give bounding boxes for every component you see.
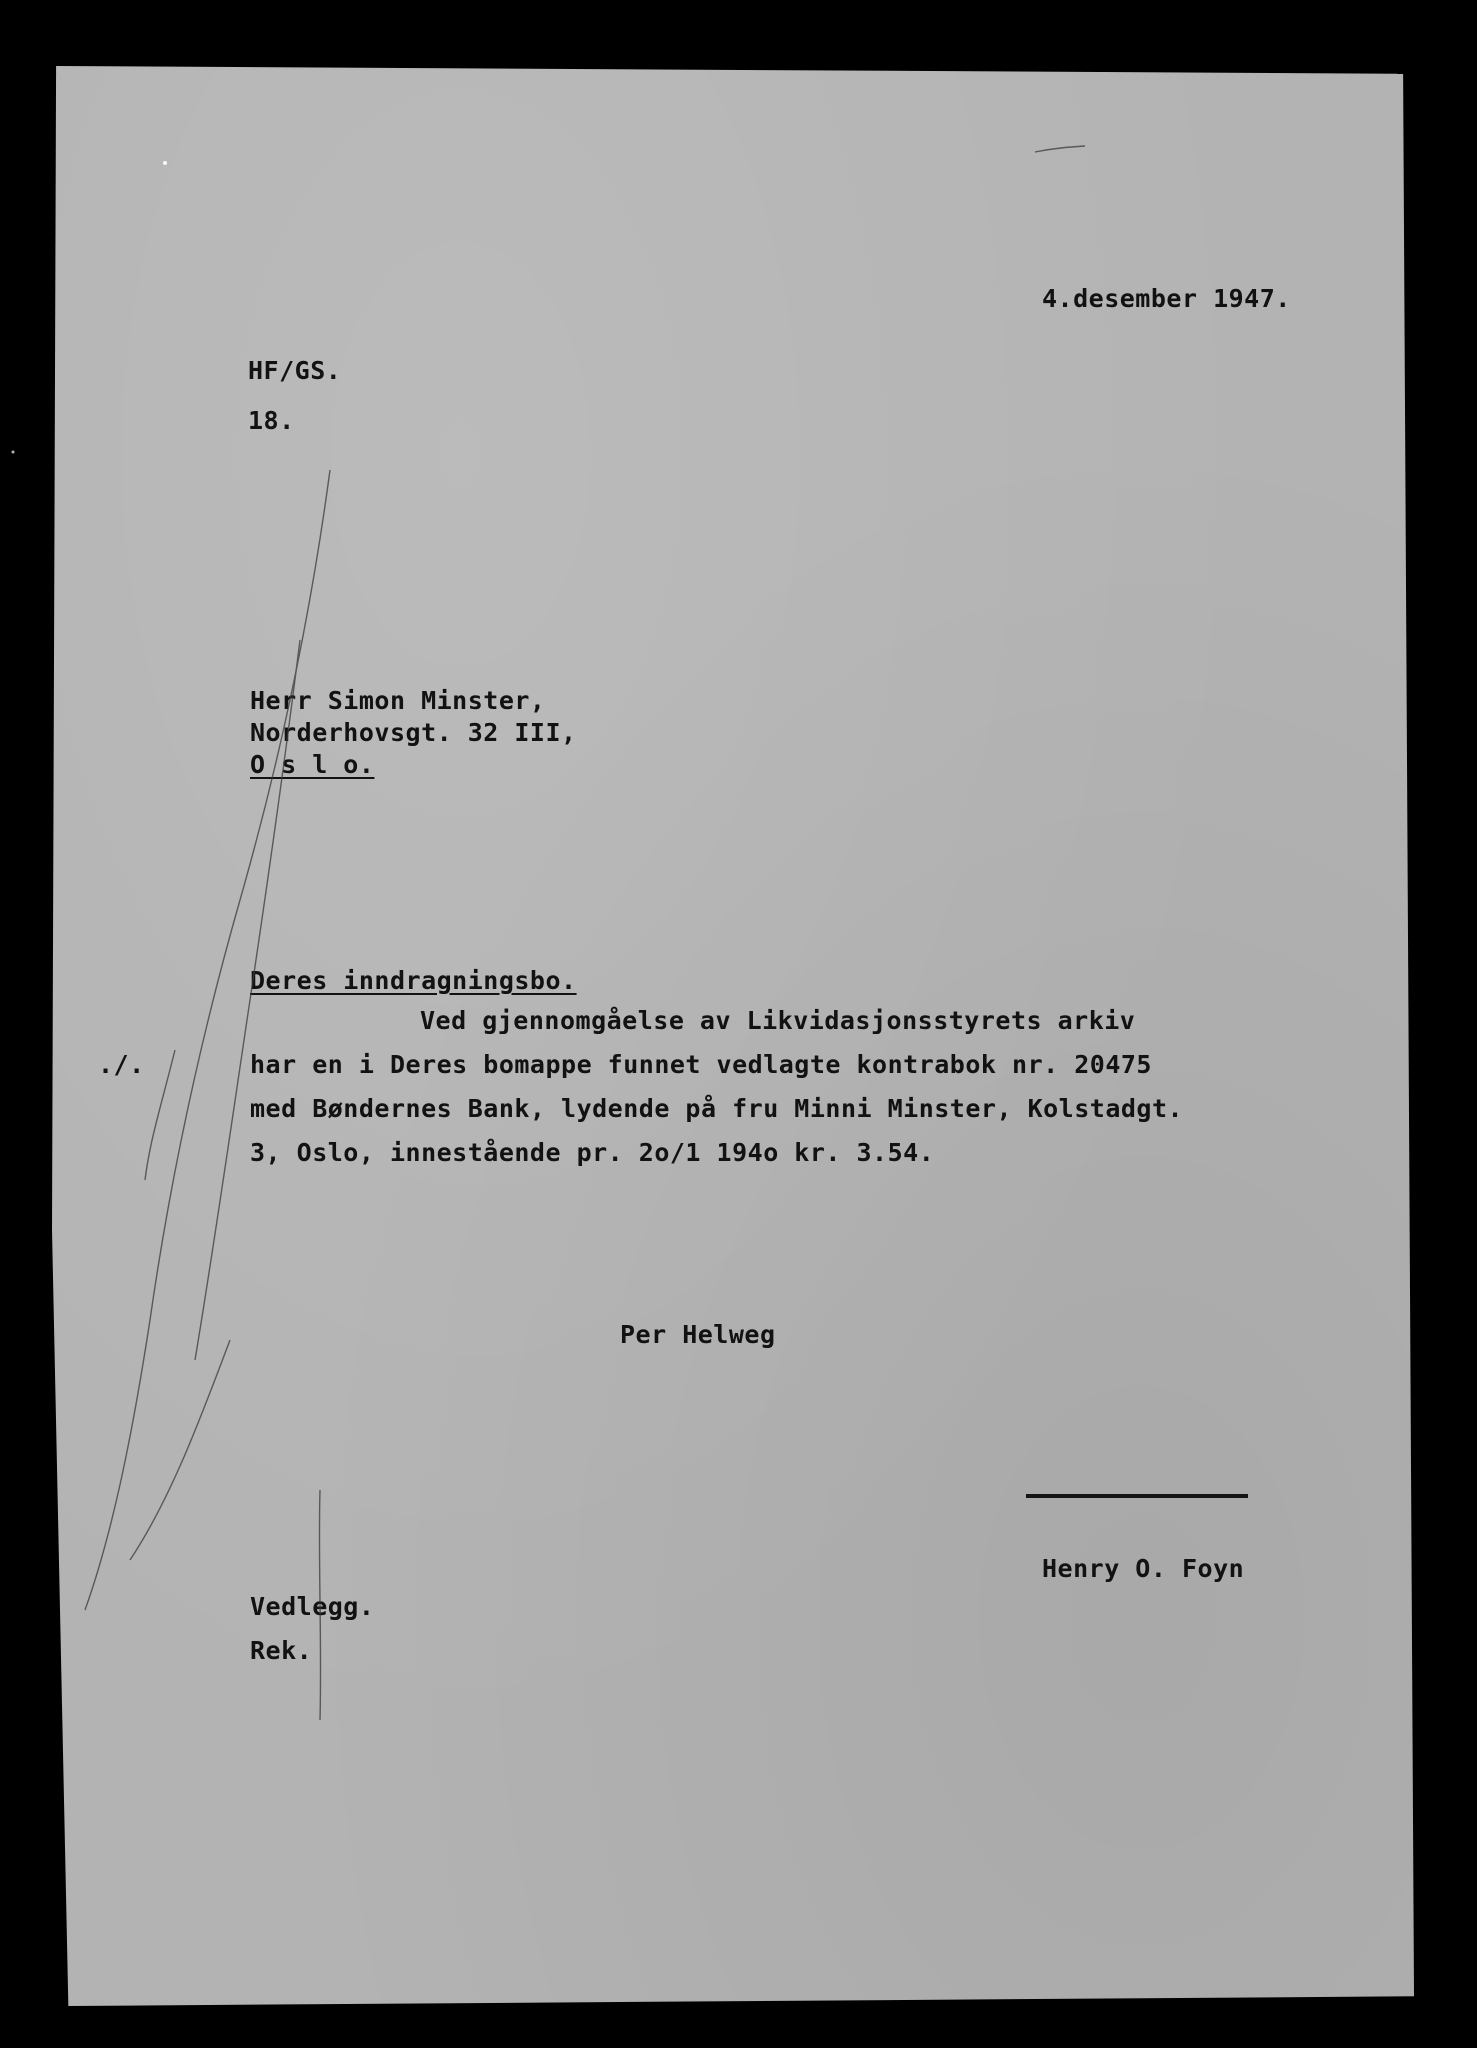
margin-mark: ./. xyxy=(98,1050,145,1079)
registered-note: Rek. xyxy=(250,1636,313,1665)
reference-number: 18. xyxy=(248,406,295,435)
signature-per-helweg: Per Helweg xyxy=(620,1320,776,1349)
recipient-street: Norderhovsgt. 32 III, xyxy=(250,718,577,747)
body-line-3: med Bøndernes Bank, lydende på fru Minni Minster, Kolstadgt. xyxy=(250,1094,1184,1123)
letter-date: 4.desember 1947. xyxy=(1042,284,1291,313)
recipient-city: O s l o. xyxy=(250,750,375,779)
dust-speck xyxy=(12,451,15,454)
reference-initials: HF/GS. xyxy=(248,356,342,385)
body-line-1: Ved gjennomgåelse av Likvidasjonsstyrets arkiv xyxy=(420,1006,1136,1035)
enclosure-note: Vedlegg. xyxy=(250,1592,375,1621)
recipient-name: Herr Simon Minster, xyxy=(250,686,546,715)
letter-subject: Deres inndragningsbo. xyxy=(250,966,577,995)
signature-line xyxy=(1026,1494,1248,1498)
body-line-4: 3, Oslo, innestående pr. 2o/1 194o kr. 3.54. xyxy=(250,1138,935,1167)
body-line-2: har en i Deres bomappe funnet vedlagte kontrabok nr. 20475 xyxy=(250,1050,1152,1079)
signature-henry-foyn: Henry O. Foyn xyxy=(1042,1554,1245,1583)
